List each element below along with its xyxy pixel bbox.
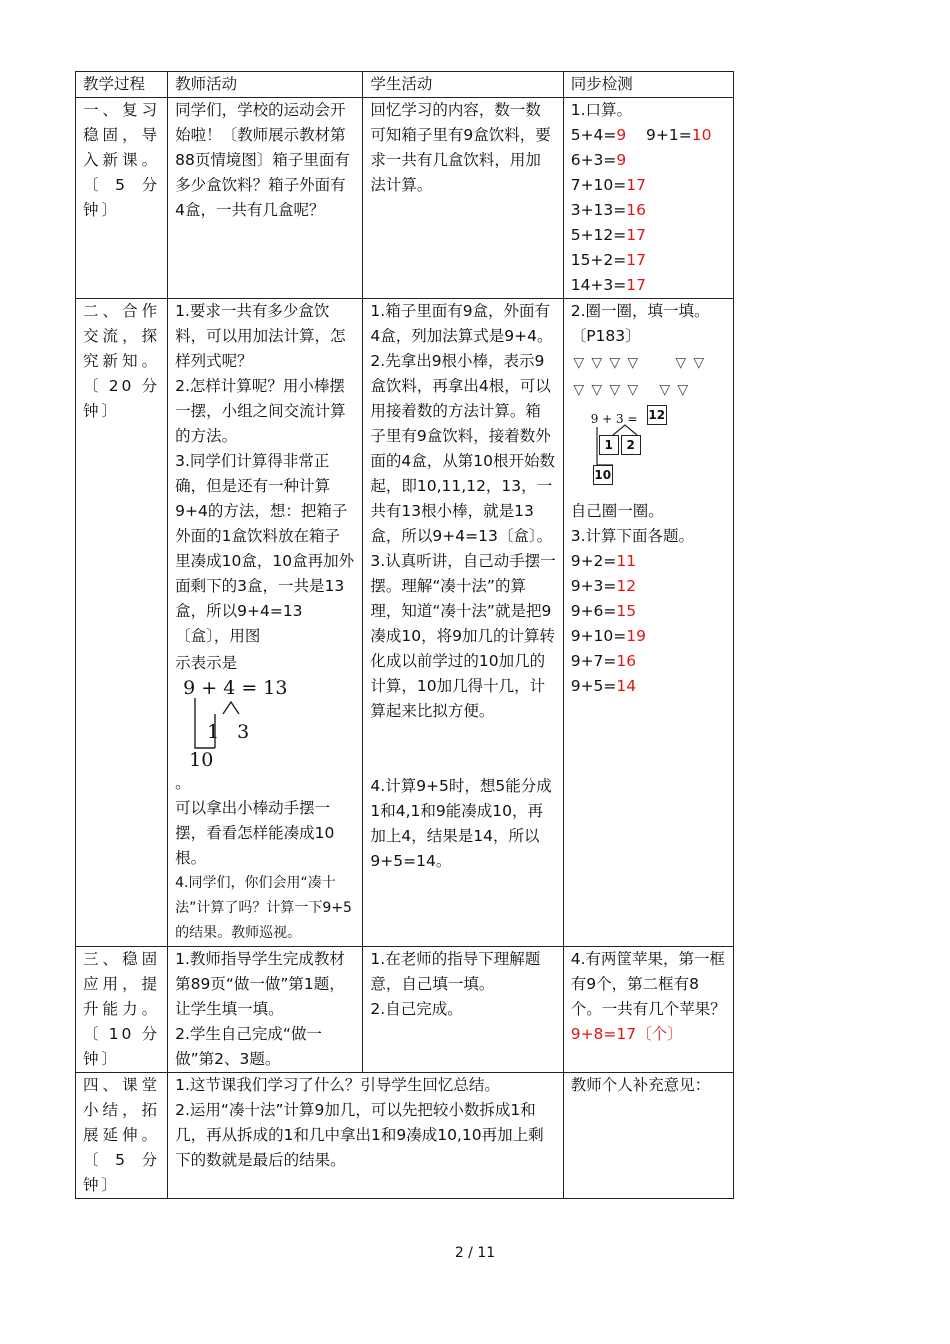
box-answer: 12 [647, 405, 667, 425]
teacher-cell: 1.教师指导学生完成教材第89页“做一做”第1题，让学生填一填。 2.学生自己完成“做一做”第2、3题。 [168, 947, 363, 1073]
fig-equation: 9 + 4 = 13 [183, 677, 288, 699]
box-equation: 9 + 3 = [590, 412, 638, 426]
box-one: 1 [599, 435, 619, 455]
table-row [76, 299, 734, 947]
calc-item: 9+3=12 [570, 577, 637, 595]
make-ten-box-diagram [591, 405, 711, 493]
calc-item: 15+2=17 [570, 251, 646, 269]
teacher-cell: 1.要求一共有多少盒饮料，可以用加法计算，怎样列式呢？ 2.怎样计算呢？用小棒摆一摆，小组之间交流计算的方法。 3.同学们计算得非常正确，但是还有一种计算9+4的方法，想：把箱子外面的1盒饮料放在箱子里凑成10盒，10盒再加外面剩下的3盒，一共是13盒，所以9+4=13〔盒〕，用图 示表示是 9 + 4 = 13 1 3 10 。 可以拿出小棒动手摆一摆，看看怎样能凑成10根。 4.同学们，你们会用“凑十法”计算了吗？计算一下9+5的结果。教师巡视。 [168, 299, 363, 947]
calc-item: 5+4=9 9+1=10 [570, 126, 712, 144]
table-header-row [76, 72, 734, 98]
calc-item: 5+12=17 [570, 226, 646, 244]
shuttlecock-icon: ▽ [627, 382, 639, 398]
header-teacher: 教师活动 [168, 72, 363, 98]
check-title: 1.口算。 [570, 101, 632, 119]
shuttlecock-icon: ▽ [591, 382, 603, 398]
stage-cell: 三、稳固应用，提升能力。〔10分钟〕 [76, 947, 168, 1073]
fig-split-1: 1 [207, 721, 220, 743]
student-cell: 回忆学习的内容，数一数可知箱子里有9盒饮料，要求一共有几盒饮料，用加法计算。 [363, 98, 563, 299]
calc-item: 9+5=14 [570, 677, 637, 695]
shuttlecock-icon: ▽ [677, 382, 689, 398]
check-cell [563, 98, 733, 299]
shuttlecock-icon: ▽ [573, 355, 585, 371]
check-answer: 9+8=17〔个〕 [570, 1025, 683, 1043]
summary-cell: 1.这节课我们学习了什么？引导学生回忆总结。 2.运用“凑十法”计算9加几，可以先把较小数拆成1和几，再从拆成的1和几中拿出1和9凑成10,10再加上剩下的数就是最后的结果。 [168, 1073, 564, 1199]
calc-item: 7+10=17 [570, 176, 646, 194]
shuttlecock-icon: ▽ [591, 355, 603, 371]
calc-item: 9+2=11 [570, 552, 637, 570]
shuttlecock-icon: ▽ [609, 382, 621, 398]
shuttlecock-group [571, 351, 711, 403]
shuttlecock-icon: ▽ [627, 355, 639, 371]
calc-item: 9+10=19 [570, 627, 646, 645]
fig-ten: 10 [189, 749, 214, 771]
table-row [76, 98, 734, 299]
make-ten-figure-line: 示表示是 9 + 4 = 13 1 3 10 [175, 651, 355, 771]
calc-item: 3+13=16 [570, 201, 646, 219]
shuttlecock-icon: ▽ [693, 355, 705, 371]
student-cell: 1.在老师的指导下理解题意，自己填一填。 2.自己完成。 [363, 947, 563, 1073]
box-two: 2 [621, 435, 641, 455]
table-row [76, 947, 734, 1073]
calc-item: 9+7=16 [570, 652, 637, 670]
shuttlecock-icon: ▽ [675, 355, 687, 371]
make-ten-diagram [175, 676, 295, 771]
box-ten: 10 [593, 465, 613, 485]
check-cell: 4.有两筐苹果，第一框有9个，第二框有8个。一共有几个苹果？ 9+8=17〔个〕 [563, 947, 733, 1073]
fig-split-3: 3 [237, 721, 250, 743]
shuttlecock-icon: ▽ [609, 355, 621, 371]
student-cell: 1.箱子里面有9盒，外面有4盒，列加法算式是9+4。 2.先拿出9根小棒，表示9盒饮料，再拿出4根，可以用接着数的方法计算。箱子里有9盒饮料，接着数外面的4盒，从第10根开始数起，即10,11,12，13，一共有13根小棒，就是13盒，所以9+4=13〔盒〕。 3.认真听讲，自己动手摆一摆。理解“凑十法”的算理，知道“凑十法”就是把9凑成10，将9加几的计算转化成以前学过的10加几的计算，10加几得十几，计算起来比拟方便。 4.计算9+5时，想5能分成1和4,1和9能凑成10，再加上4，结果是14，所以9+5=14。 [363, 299, 563, 947]
shuttlecock-icon: ▽ [659, 382, 671, 398]
header-check: 同步检测 [563, 72, 733, 98]
stage-cell: 一、复习稳固，导入新课。〔5分钟〕 [76, 98, 168, 299]
header-student: 学生活动 [363, 72, 563, 98]
check-cell: 2.圈一圈，填一填。〔P183〕 ▽ ▽ ▽ ▽ ▽ ▽ ▽ ▽ ▽ ▽ ▽ ▽ 9 + 3 = 12 1 2 10 自己圈一圈。 3.计算下面各题。 9+2=11 9+3=12 9+6=15 9+10=19 9+7=16 9+5=14 [563, 299, 733, 947]
table-row [76, 1073, 734, 1199]
stage-cell: 二、合作交流，探究新知。〔20分钟〕 [76, 299, 168, 947]
stage-cell: 四、课堂小结，拓展延伸。〔5分钟〕 [76, 1073, 168, 1199]
check-cell: 教师个人补充意见： [563, 1073, 733, 1199]
calc-item: 6+3=9 [570, 151, 627, 169]
page-number: 2 / 11 [454, 1245, 496, 1261]
header-process: 教学过程 [76, 72, 168, 98]
shuttlecock-icon: ▽ [573, 382, 585, 398]
lesson-plan-table [75, 71, 734, 1199]
teacher-cell: 同学们，学校的运动会开始啦！〔教师展示教材第88页情境图〕箱子里面有多少盒饮料？箱子外面有4盒，一共有几盒呢？ [168, 98, 363, 299]
calc-item: 9+6=15 [570, 602, 637, 620]
calc-item: 14+3=17 [570, 276, 646, 294]
